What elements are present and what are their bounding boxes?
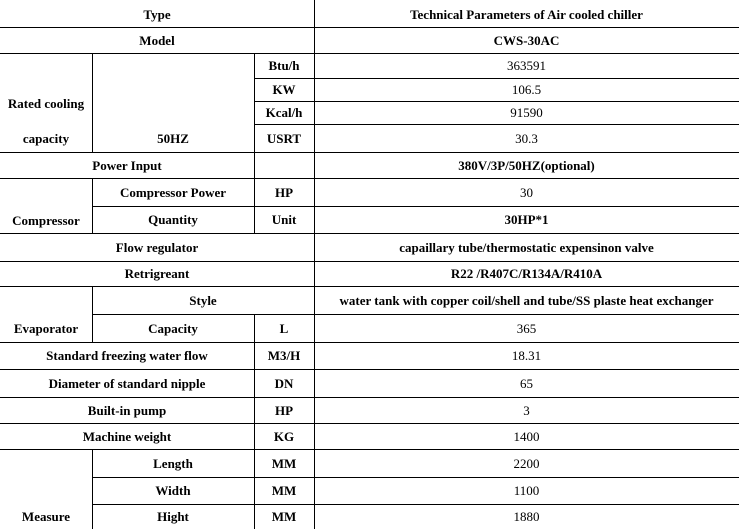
grid-line [0,152,739,153]
grid-line [0,449,739,450]
power-input-value: 380V/3P/50HZ(optional) [458,157,595,173]
water-flow-unit: M3/H [267,348,301,363]
grid-line [0,261,739,262]
grid-line [0,286,739,287]
grid-line [92,477,739,478]
grid-line [92,53,93,152]
rated-cooling-label-line2: capacity [22,131,70,146]
evaporator-label: Evaporator [13,320,79,336]
refrigerant-label: Retrigreant [124,266,190,281]
rated-cooling-label-line1: Rated cooling [7,96,85,111]
compressor-label: Compressor [12,213,80,228]
grid-line [254,342,255,529]
weight-unit: KG [273,428,295,444]
evaporator-style-value: water tank with copper coil/shell and tube/SS plaste heat exchanger [339,292,714,308]
grid-line [0,369,739,370]
grid-line [254,178,255,233]
cooling-unit-btuh: Btu/h [268,58,300,73]
evaporator-capacity-value: 365 [516,320,537,336]
grid-line [92,449,93,529]
measure-width-unit: MM [271,483,297,498]
cooling-value-btuh: 363591 [507,58,546,73]
cooling-unit-usrt: USRT [266,130,302,146]
grid-line [0,53,739,54]
compressor-power-unit: HP [274,184,294,200]
measure-height-label: Hight [157,509,189,524]
compressor-quantity-label: Quantity [148,212,198,227]
grid-line [92,206,739,207]
cooling-value-kw: 106.5 [511,82,542,97]
grid-line [92,286,93,342]
model-value: CWS-30AC [493,32,560,48]
compressor-quantity-value: 30HP*1 [504,212,549,227]
grid-line [314,0,315,529]
model-label: Model [139,32,175,48]
grid-line [254,78,739,79]
compressor-quantity-unit: Unit [271,212,297,227]
compressor-power-value: 30 [520,184,533,200]
weight-value: 1400 [513,428,540,444]
nipple-unit: DN [274,375,294,391]
grid-line [92,178,93,233]
cooling-unit-kcalh: Kcal/h [265,105,303,120]
pump-unit: HP [274,402,294,418]
water-flow-label: Standard freezing water flow [46,348,208,363]
grid-line [254,314,255,342]
grid-line [0,233,739,234]
water-flow-value: 18.31 [511,348,542,363]
refrigerant-value: R22 /R407C/R134A/R410A [450,266,603,281]
grid-line [0,342,739,343]
compressor-power-label: Compressor Power [119,184,227,200]
pump-value: 3 [523,402,530,418]
grid-line [254,124,739,125]
grid-line [0,397,739,398]
grid-line [92,504,739,505]
grid-line [0,27,739,28]
measure-width-value: 1100 [513,483,540,498]
flow-regulator-label: Flow regulator [115,239,199,255]
weight-label: Machine weight [82,428,172,444]
evaporator-capacity-label: Capacity [148,320,198,336]
measure-width-label: Width [155,483,191,498]
measure-label: Measure [21,509,71,524]
flow-regulator-value: capaillary tube/thermostatic expensinon valve [399,239,654,255]
measure-height-value: 1880 [513,509,540,524]
measure-length-value: 2200 [513,455,540,471]
cooling-value-kcalh: 91590 [510,105,543,120]
pump-label: Built-in pump [87,402,167,418]
evaporator-style-label: Style [189,292,217,308]
power-input-label: Power Input [92,157,162,173]
nipple-value: 65 [520,375,533,391]
cooling-value-usrt: 30.3 [515,130,538,146]
nipple-label: Diameter of standard nipple [48,375,206,391]
rated-cooling-frequency: 50HZ [157,131,189,146]
type-value: Technical Parameters of Air cooled chiller [410,7,643,22]
measure-height-unit: MM [271,509,297,524]
grid-line [254,53,255,178]
type-label: Type [143,7,171,22]
grid-line [92,314,739,315]
grid-line [254,101,739,102]
measure-length-label: Length [153,455,193,471]
cooling-unit-kw: KW [272,82,296,97]
evaporator-capacity-unit: L [279,320,289,336]
measure-length-unit: MM [271,455,297,471]
grid-line [0,178,739,179]
grid-line [0,423,739,424]
